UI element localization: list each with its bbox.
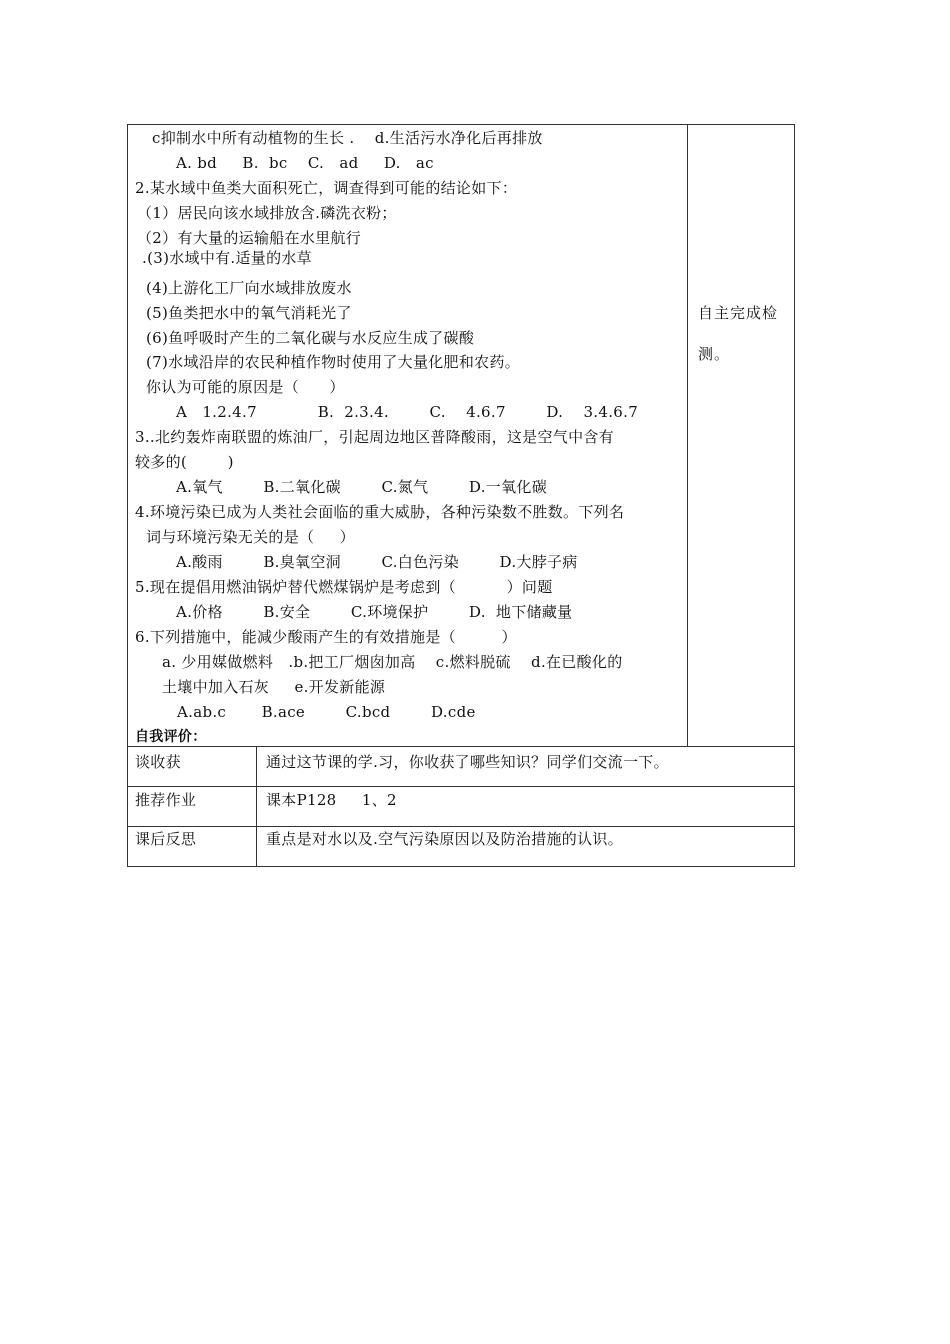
row-label: 谈收获 (135, 753, 181, 771)
question-4-cont: 词与环境污染无关的是（ ） (146, 528, 355, 546)
measure-options-cont: 土壤中加入石灰 e.开发新能源 (162, 678, 386, 696)
measure-options: a. 少用媒做燃料 .b.把工厂烟囱加高 c.燃料脱硫 d.在已酸化的 (162, 653, 623, 671)
question-prompt: 你认为可能的原因是（ ） (146, 378, 345, 396)
label-column-divider (256, 746, 257, 867)
answer-choices: A 1.2.4.7 B. 2.3.4. C. 4.6.7 D. 3.4.6.7 (176, 403, 639, 421)
conclusion-6: (6)鱼呼吸时产生的二氧化碳与水反应生成了碳酸 (146, 329, 475, 347)
question-6: 6.下列措施中，能减少酸雨产生的有效措施是（ ） (135, 628, 517, 646)
row-content: 课本P128 1、2 (266, 791, 397, 809)
row-divider (127, 826, 795, 827)
side-note: 测。 (698, 345, 731, 363)
row-divider (127, 746, 795, 747)
row-label: 推荐作业 (135, 791, 197, 809)
column-divider (687, 124, 688, 746)
side-note: 自主完成检 (698, 304, 779, 322)
row-content: 通过这节课的学.习，你收获了哪些知识？同学们交流一下。 (266, 753, 669, 771)
row-content: 重点是对水以及.空气污染原因以及防治措施的认识。 (266, 830, 623, 848)
row-label: 课后反思 (135, 830, 197, 848)
question-option-line: c抑制水中所有动植物的生长 . d.生活污水净化后再排放 (152, 129, 543, 147)
answer-choices: A.价格 B.安全 C.环境保护 D. 地下储藏量 (176, 603, 573, 621)
answer-choices: A.ab.c B.ace C.bcd D.cde (177, 703, 476, 721)
question-4: 4.环境污染已成为人类社会面临的重大威胁，各种污染数不胜数。下列名 (135, 503, 625, 521)
conclusion-4: (4)上游化工厂向水域排放废水 (146, 279, 352, 297)
conclusion-1: （1）居民向该水域排放含.磷洗衣粉； (137, 204, 397, 222)
conclusion-2: （2）有大量的运输船在水里航行 (137, 229, 362, 247)
conclusion-3: .(3)水域中有.适量的水草 (142, 249, 312, 267)
question-5: 5.现在提倡用燃油锅炉替代燃煤锅炉是考虑到（ ）问题 (135, 578, 553, 596)
answer-choices: A.酸雨 B.臭氧空洞 C.白色污染 D.大脖子病 (176, 553, 578, 571)
self-eval-title: 自我评价： (135, 729, 207, 745)
question-2: 2.某水域中鱼类大面积死亡，调查得到可能的结论如下： (135, 179, 518, 197)
answer-choices: A.氧气 B.二氧化碳 C.氮气 D.一氧化碳 (176, 478, 547, 496)
conclusion-7: (7)水域沿岸的农民种植作物时使用了大量化肥和农药。 (146, 353, 521, 371)
conclusion-5: (5)鱼类把水中的氧气消耗光了 (146, 304, 352, 322)
answer-choices: A. bd B. bc C. ad D. ac (176, 154, 434, 172)
question-3-cont: 较多的( ) (135, 453, 234, 471)
row-divider (127, 786, 795, 787)
question-3: 3..北约轰炸南联盟的炼油厂，引起周边地区普降酸雨，这是空气中含有 (135, 428, 614, 446)
